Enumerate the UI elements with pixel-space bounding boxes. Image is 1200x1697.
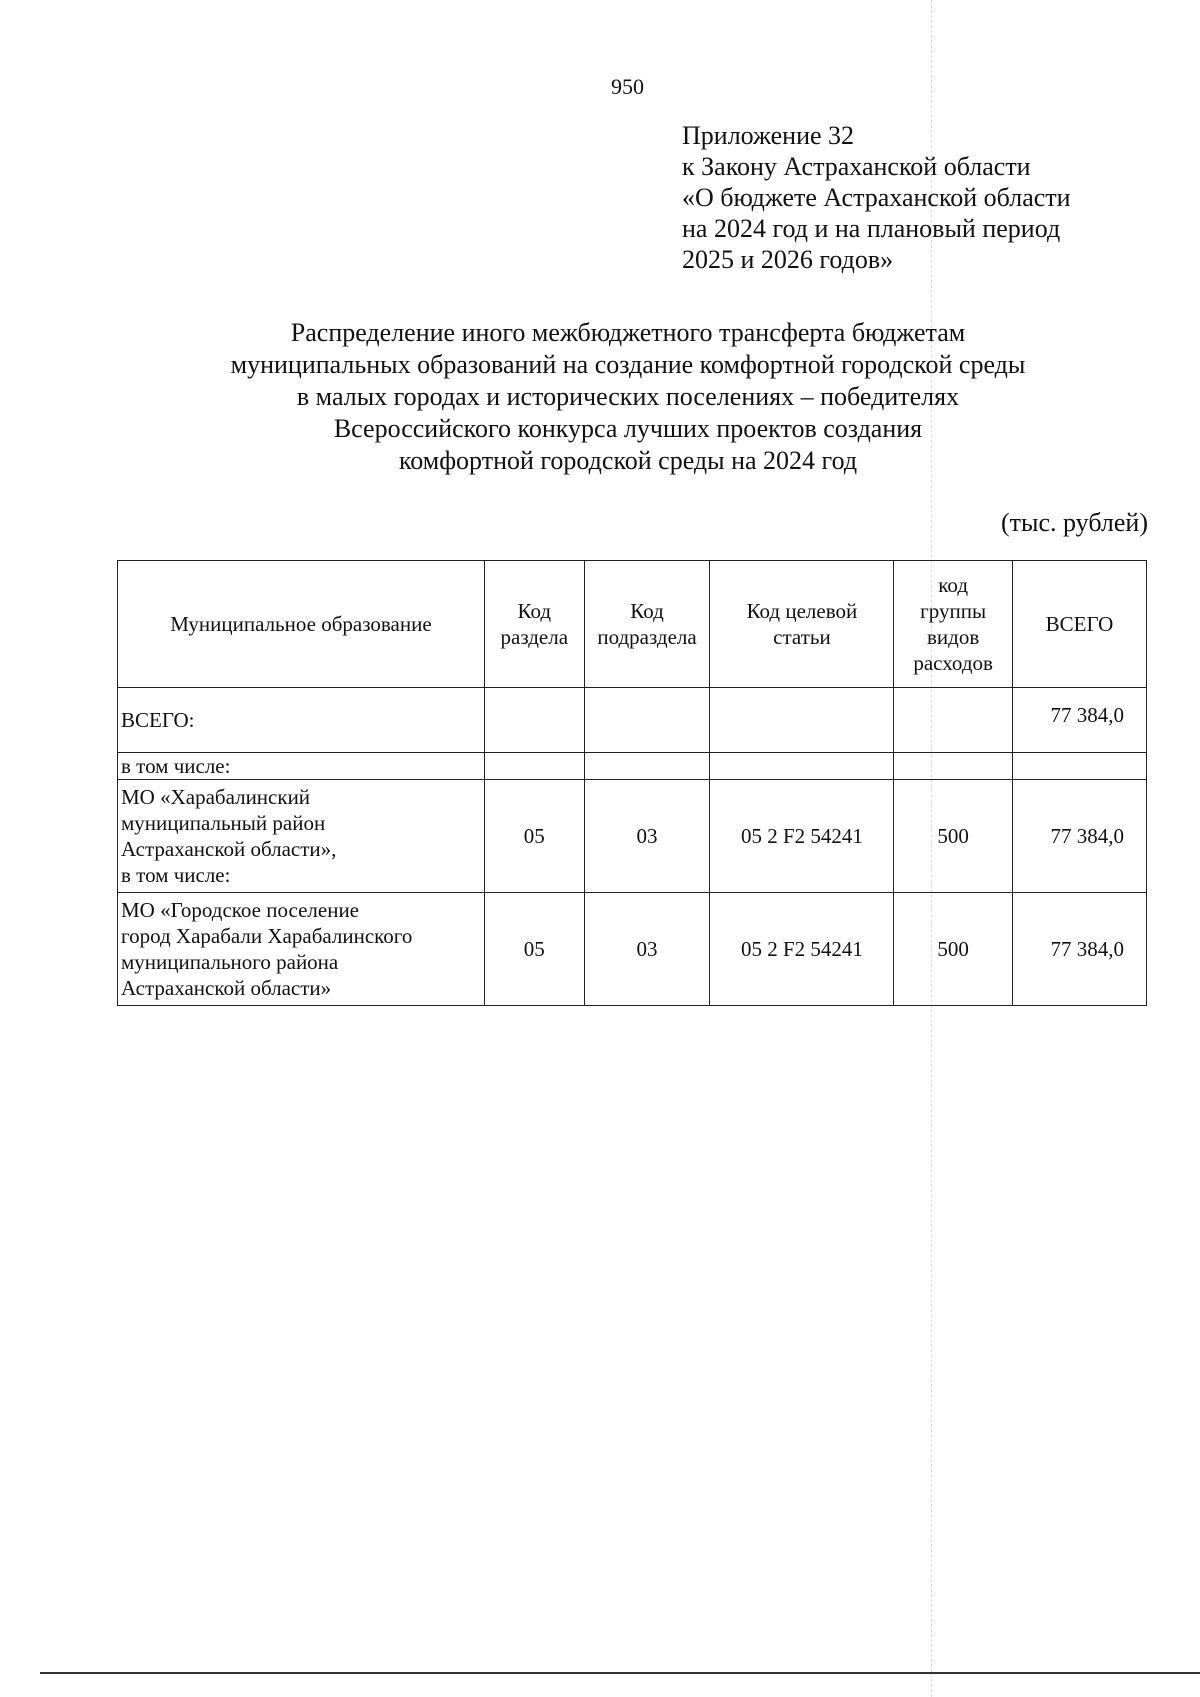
cell-text: Астраханской области», [121,837,337,861]
title-line: в малых городах и исторических поселениях – победителях [296,382,960,411]
appendix-line: «О бюджете Астраханской области [682,183,1071,212]
cell-section [484,688,584,753]
cell-group [894,688,1012,753]
cell-section [484,753,584,780]
cell-text: ВСЕГО: [121,708,195,732]
table-row [118,780,1147,893]
cell-text: город Харабали Харабалинского [121,924,413,948]
cell-total: 77 384,0 [1012,780,1146,893]
cell-group: 500 [894,780,1012,893]
appendix-line: к Закону Астраханской области [682,152,1031,181]
header-text: Код [517,599,552,623]
header-text: статьи [773,625,831,649]
appendix-header [682,120,1071,275]
cell-total: 77 384,0 [1012,688,1146,753]
title-line: муниципальных образований на создание комфортной городской среды [230,350,1026,379]
header-target-code [710,561,894,688]
title-line: комфортной городской среды на 2024 год [398,446,858,475]
header-text: группы [920,599,987,623]
cell-municipality [118,893,485,1006]
cell-text: муниципального района [121,950,339,974]
cell-target: 05 2 F2 54241 [710,780,894,893]
cell-total: 77 384,0 [1012,893,1146,1006]
cell-municipality [118,780,485,893]
cell-text: муниципальный район [121,811,326,835]
document-title [118,317,1138,477]
header-municipality: Муниципальное образование [118,561,485,688]
title-line: Распределение иного межбюджетного трансферта бюджетам [290,318,966,347]
cell-target [710,753,894,780]
cell-municipality [118,688,485,753]
header-total: ВСЕГО [1012,561,1146,688]
cell-text: МО «Харабалинский [121,785,311,809]
header-text: Код [630,599,664,623]
table-row-including [118,753,1147,780]
cell-group: 500 [894,893,1012,1006]
table-header-row [118,561,1147,688]
cell-text: в том числе: [121,754,231,778]
header-expense-group-code [894,561,1012,688]
cell-target [710,688,894,753]
page-number: 950 [611,74,644,99]
appendix-line: 2025 и 2026 годов» [682,245,894,274]
table-row-grand-total [118,688,1147,753]
cell-subsection [584,753,710,780]
cell-section: 05 [484,893,584,1006]
header-text: подраздела [597,625,697,649]
cell-text: МО «Городское поселение [121,898,360,922]
bottom-rule [40,1672,1200,1674]
table-row [118,893,1147,1006]
cell-subsection: 03 [584,780,710,893]
cell-municipality [118,753,485,780]
header-text: расходов [913,651,993,675]
cell-total [1012,753,1146,780]
header-section-code [484,561,584,688]
cell-subsection: 03 [584,893,710,1006]
cell-text: в том числе: [121,863,231,887]
budget-distribution-table [117,560,1147,1006]
title-line: Всероссийского конкурса лучших проектов создания [333,414,923,443]
header-text: Код целевой [746,599,858,623]
cell-text: Астраханской области» [121,976,332,1000]
units-label: (тыс. рублей) [1000,508,1148,537]
header-text: видов [927,625,980,649]
cell-subsection [584,688,710,753]
appendix-line: Приложение 32 [682,121,855,150]
cell-group [894,753,1012,780]
header-text: раздела [500,625,569,649]
cell-target: 05 2 F2 54241 [710,893,894,1006]
header-subsection-code [584,561,710,688]
cell-section: 05 [484,780,584,893]
appendix-line: на 2024 год и на плановый период [682,214,1061,243]
header-text: код [938,573,968,597]
